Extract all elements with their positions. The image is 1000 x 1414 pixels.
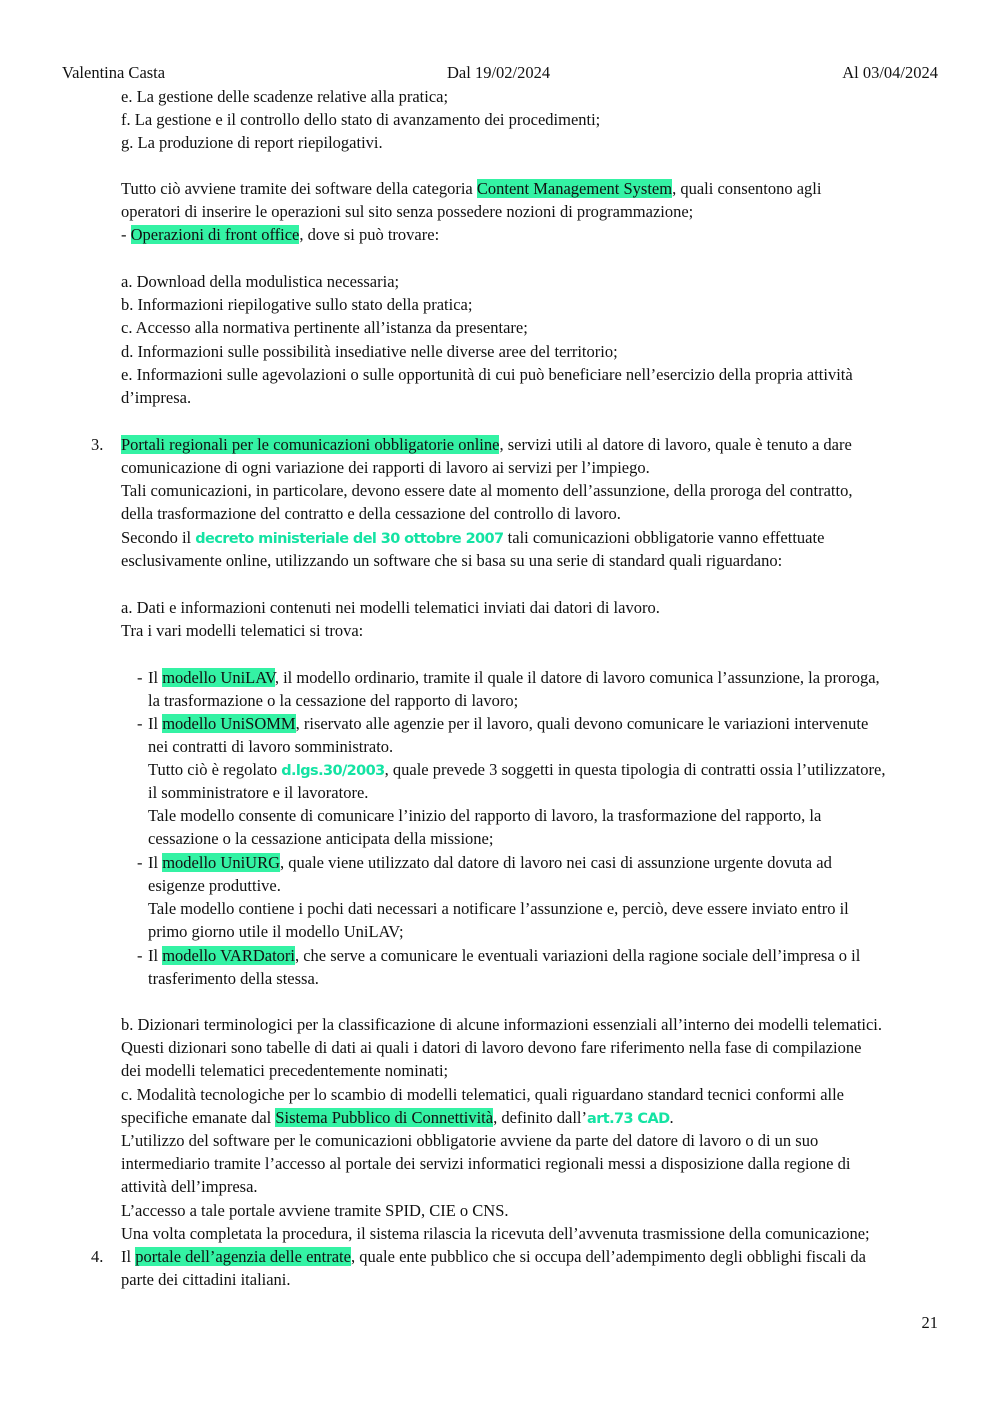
text: , che serve a comunicare le eventuali variazioni della ragione sociale dell’impresa o il — [294, 946, 861, 965]
text: Il — [121, 1247, 136, 1266]
paragraph-line: trasferimento della stessa. — [148, 969, 319, 988]
paragraph-line: L’utilizzo del software per le comunicazioni obbligatorie avviene da parte del datore di lavoro o di un suo — [121, 1131, 819, 1150]
highlight-term: modello UniURG — [162, 853, 281, 872]
bullet-dash: - — [137, 853, 143, 872]
text: Il — [148, 946, 163, 965]
highlight-term: modello UniLAV — [162, 668, 275, 687]
paragraph-line: Una volta completata la procedura, il sistema rilascia la ricevuta dell’avvenuta trasmissione della comunicazione; — [121, 1224, 870, 1243]
paragraph-line: comunicazione di ogni variazione dei rapporti di lavoro ai servizi per l’impiego. — [121, 458, 650, 477]
text: , servizi utili al datore di lavoro, quale è tenuto a dare — [499, 435, 852, 454]
paragraph-line: attività dell’impresa. — [121, 1177, 258, 1196]
text: , quale ente pubblico che si occupa dell’adempimento degli obblighi fiscali da — [350, 1247, 866, 1266]
list-number: 4. — [91, 1247, 104, 1266]
highlight-term: Operazioni di front office — [130, 225, 300, 244]
highlight-term: modello VARDatori — [162, 946, 295, 965]
paragraph-line: operatori di inserire le operazioni sul sito senza possedere nozioni di programmazione; — [121, 202, 694, 221]
paragraph-line — [148, 851, 832, 874]
paragraph-line: Tali comunicazioni, in particolare, devono essere date al momento dell’assunzione, della proroga del contratto, — [121, 481, 853, 500]
paragraph-line: Tra i vari modelli telematici si trova: — [121, 621, 364, 640]
text: , quale prevede 3 soggetti in questa tipologia di contratti ossia l’utilizzatore, — [384, 760, 886, 779]
list-item: d. Informazioni sulle possibilità insediative nelle diverse aree del territorio; — [121, 342, 618, 361]
highlight-term: Content Management System — [476, 179, 673, 198]
header-date-from: Dal 19/02/2024 — [447, 63, 551, 82]
paragraph-line — [121, 1106, 674, 1131]
paragraph-line: primo giorno utile il modello UniLAV; — [148, 922, 404, 941]
text: , quali consentono agli — [672, 179, 822, 198]
paragraph-line — [148, 712, 868, 735]
paragraph-line: c. Modalità tecnologiche per lo scambio di modelli telematici, quali riguardano standard tecnici conformi alle — [121, 1085, 845, 1104]
highlight-term: Sistema Pubblico di Connettività — [275, 1108, 494, 1127]
list-item: f. La gestione e il controllo dello stato di avanzamento dei procedimenti; — [121, 110, 601, 129]
header-author: Valentina Casta — [62, 63, 166, 82]
text: , il modello ordinario, tramite il quale il datore di lavoro comunica l’assunzione, la proroga, — [274, 668, 880, 687]
highlight-term: modello UniSOMM — [162, 714, 296, 733]
paragraph-line: intermediario tramite l’accesso al portale dei servizi informatici regionali messi a disposizione dalla regione di — [121, 1154, 851, 1173]
text: , dove si può trovare: — [299, 225, 440, 244]
text: , definito dall’ — [493, 1108, 588, 1127]
highlight-term: Portali regionali per le comunicazioni obbligatorie online — [121, 435, 500, 454]
reference-link[interactable]: decreto ministeriale del 30 ottobre 2007 — [195, 531, 504, 547]
text: specifiche emanate dal — [121, 1108, 276, 1127]
paragraph-line — [148, 758, 885, 783]
paragraph-line: L’accesso a tale portale avviene tramite SPID, CIE o CNS. — [121, 1201, 509, 1220]
bullet-dash: - — [137, 714, 143, 733]
paragraph-line — [148, 944, 860, 967]
text: Tutto ciò avviene tramite dei software della categoria — [121, 179, 477, 198]
text: Tutto ciò è regolato — [148, 760, 282, 779]
list-item: a. Download della modulistica necessaria; — [121, 272, 400, 291]
paragraph-line: cessazione o la cessazione anticipata della missione; — [148, 829, 494, 848]
page-header — [62, 61, 938, 85]
paragraph-line: Tale modello consente di comunicare l’inizio del rapporto di lavoro, la trasformazione del rapporto, la — [148, 806, 822, 825]
header-date-to: Al 03/04/2024 — [842, 63, 938, 82]
reference-link[interactable]: art.73 CAD — [587, 1111, 670, 1127]
text: . — [669, 1108, 674, 1127]
text: , quale viene utilizzato dal datore di lavoro nei casi di assunzione urgente dovuta ad — [280, 853, 832, 872]
paragraph-line: b. Dizionari terminologici per la classificazione di alcune informazioni essenziali all’interno dei modelli telematici. — [121, 1015, 883, 1034]
dash: - — [121, 225, 131, 244]
paragraph-line — [121, 526, 824, 551]
paragraph-line — [121, 223, 439, 246]
text: Secondo il — [121, 528, 196, 547]
list-item: d’impresa. — [121, 388, 192, 407]
list-item: e. La gestione delle scadenze relative alla pratica; — [121, 87, 449, 106]
highlight-term: portale dell’agenzia delle entrate — [135, 1247, 351, 1266]
paragraph-line: nei contratti di lavoro somministrato. — [148, 737, 394, 756]
text: , riservato alle agenzie per il lavoro, quali devono comunicare le variazioni intervenute — [295, 714, 869, 733]
paragraph-line — [148, 666, 880, 689]
list-number: 3. — [91, 435, 104, 454]
paragraph-line — [121, 1245, 866, 1268]
reference-link[interactable]: d.lgs.30/2003 — [281, 763, 385, 779]
paragraph-line — [121, 177, 821, 200]
bullet-dash: - — [137, 668, 143, 687]
text: Il — [148, 714, 163, 733]
paragraph-line: Tale modello contiene i pochi dati necessari a notificare l’assunzione e, perciò, deve essere inviato entro il — [148, 899, 849, 918]
list-item: g. La produzione di report riepilogativi. — [121, 133, 383, 152]
page-number: 21 — [921, 1313, 938, 1332]
paragraph-line: Questi dizionari sono tabelle di dati ai quali i datori di lavoro devono fare riferimento nella fase di compilazione — [121, 1038, 862, 1057]
paragraph-line — [121, 433, 852, 456]
list-item: c. Accesso alla normativa pertinente all’istanza da presentare; — [121, 318, 528, 337]
text: Il — [148, 668, 163, 687]
paragraph-line: la trasformazione o la cessazione del rapporto di lavoro; — [148, 691, 519, 710]
paragraph-line: esigenze produttive. — [148, 876, 281, 895]
paragraph-line: esclusivamente online, utilizzando un software che si basa su una serie di standard quali riguardano: — [121, 551, 783, 570]
list-item: e. Informazioni sulle agevolazioni o sulle opportunità di cui può beneficiare nell’esercizio della propria attività — [121, 365, 853, 384]
text: tali comunicazioni obbligatorie vanno effettuate — [503, 528, 825, 547]
paragraph-line: dei modelli telematici precedentemente nominati; — [121, 1061, 449, 1080]
text: Il — [148, 853, 163, 872]
paragraph-line: il somministratore e il lavoratore. — [148, 783, 369, 802]
bullet-dash: - — [137, 946, 143, 965]
list-item: b. Informazioni riepilogative sullo stato della pratica; — [121, 295, 473, 314]
paragraph-line: a. Dati e informazioni contenuti nei modelli telematici inviati dai datori di lavoro. — [121, 598, 660, 617]
paragraph-line: parte dei cittadini italiani. — [121, 1270, 291, 1289]
paragraph-line: della trasformazione del contratto e della cessazione del controllo di lavoro. — [121, 504, 621, 523]
